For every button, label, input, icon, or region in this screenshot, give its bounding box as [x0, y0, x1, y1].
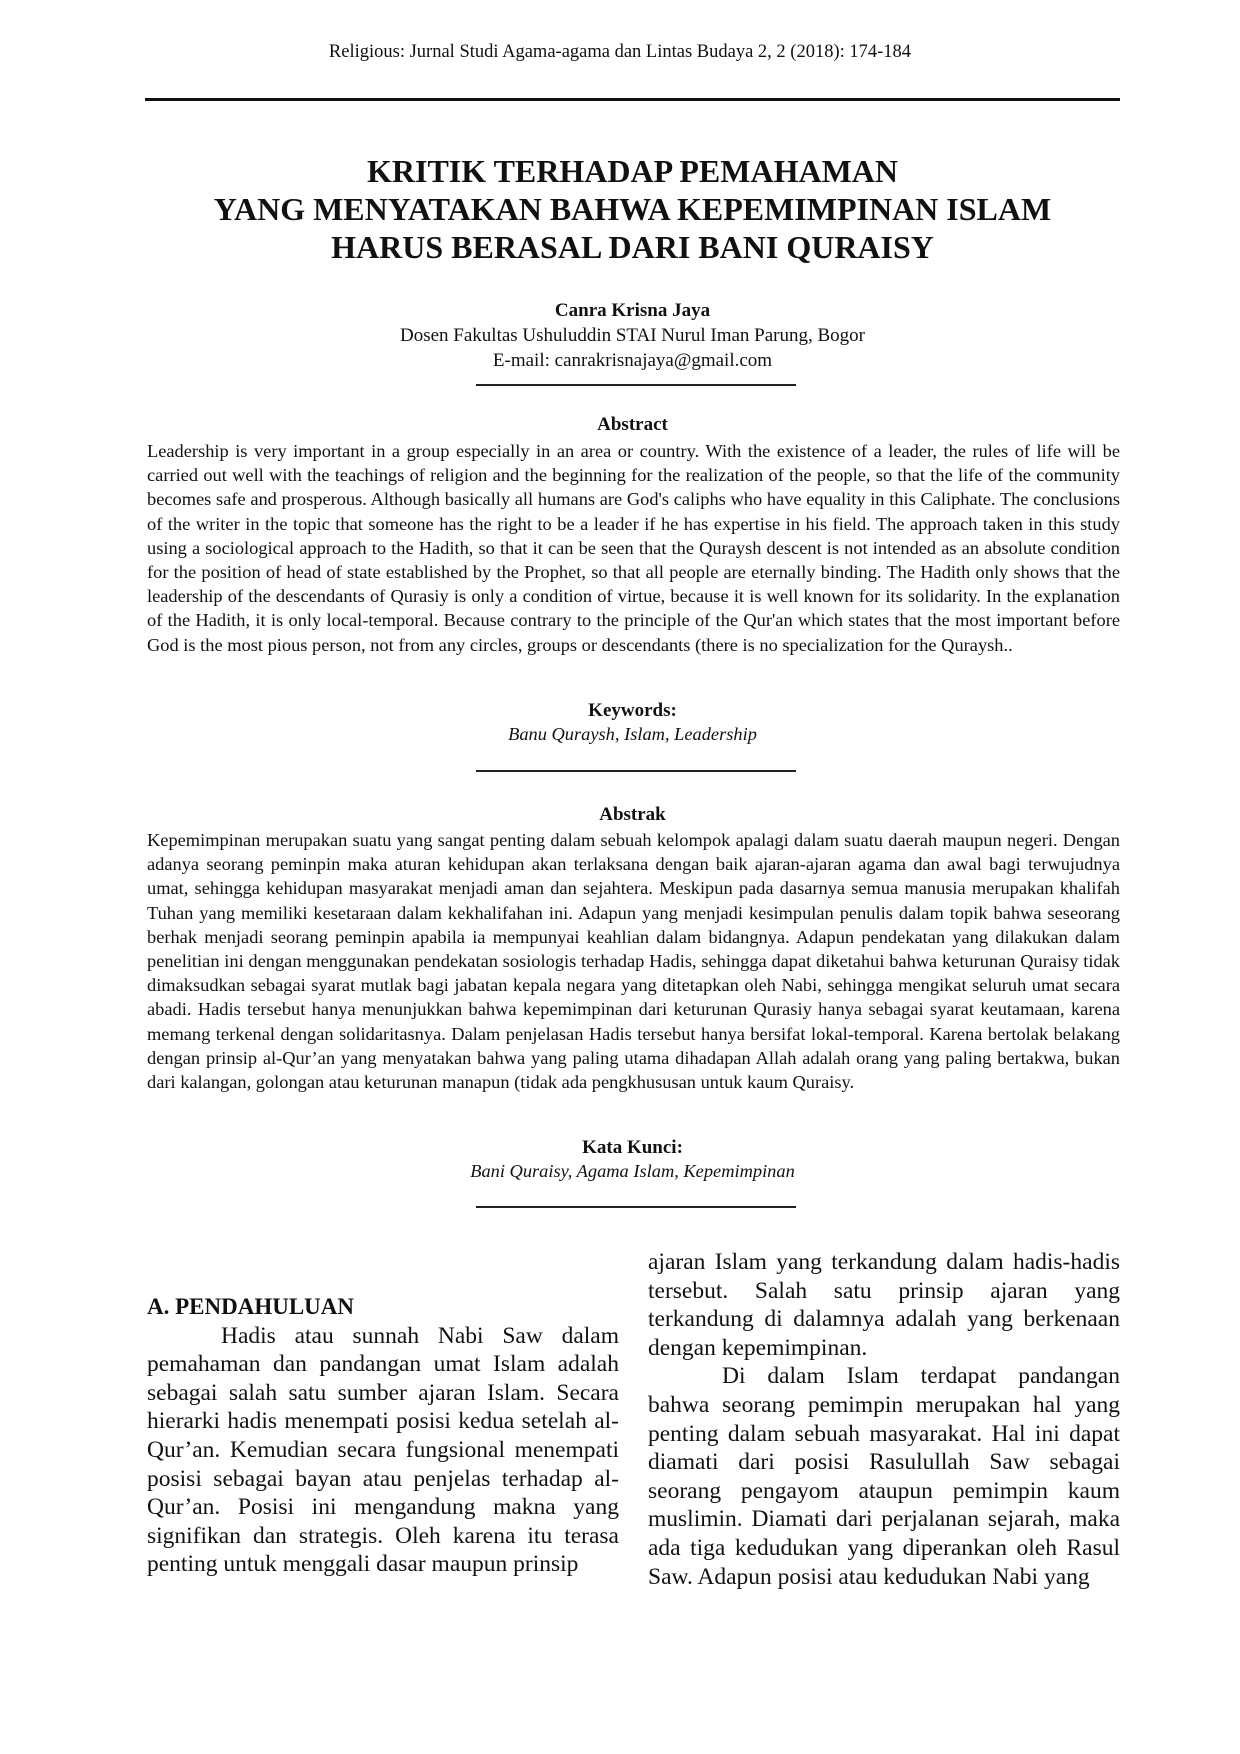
- abstrak-text: Kepemimpinan merupakan suatu yang sangat penting dalam sebuah kelompok apalagi dalam suatu daerah maupun negeri. Dengan adanya seorang peminpin maka aturan kehidupan akan terlaksana dengan baik ajaran-ajaran agama dan awal bagi terwujudnya umat, sehingga kehidupan masyarakat menjadi aman dan sejahtera. Meskipun pada dasarnya semua manusia merupakan khalifah Tuhan yang memiliki kesetaraan dalam kekhalifahan ini. Adapun yang menjadi kesimpulan penulis dalam topik bahwa seseorang berhak menjadi seorang peminpin apabila ia mempunyai keahlian dalam bidangnya. Adapun pendekatan yang dilakukan dalam penelitian ini dengan menggunakan pendekatan sosiologis terhadap Hadis, sehingga dapat diketahui bahwa keturunan Quraisy tidak dimaksudkan sebagai syarat mutlak bagi jabatan kepala negara yang ditetapkan oleh Nabi, sehingga mengikat seluruh umat secara abadi. Hadis tersebut hanya menunjukkan bahwa kepemimpinan dari keturunan Qurasiy hanya sebagai syarat keutamaan, karena memang terkenal dengan solidaritasnya. Dalam penjelasan Hadis tersebut hanya bersifat lokal-temporal. Karena bertolak belakang dengan prinsip al-Qur’an yang menyatakan bahwa yang paling utama dihadapan Allah adalah orang yang paling bertakwa, bukan dari kalangan, golongan atau keturunan manapun (tidak ada pengkhususan untuk kaum Quraisy.: [147, 830, 1120, 1093]
- title-line-3: HARUS BERASAL DARI BANI QURAISY: [331, 229, 934, 265]
- author-email: E-mail: canrakrisnajaya@gmail.com: [492, 350, 773, 371]
- body-left-column: [147, 1293, 619, 1579]
- separator-rule: [476, 1206, 796, 1208]
- body-paragraph: Hadis atau sunnah Nabi Saw dalam pemahaman dan pandangan umat Islam adalah sebagai salah satu sumber ajaran Islam. Secara hierarki hadis menempati posisi kedua setelah al-Qur’an. Kemudian secara fungsional menempati posisi sebagai bayan atau penjelas terhadap al-Qur’an. Posisi ini mengandung makna yang signifikan dan strategis. Oleh karena itu terasa penting untuk menggali dasar maupun prinsip: [147, 1322, 619, 1578]
- kata-kunci-heading: Kata Kunci:: [582, 1137, 683, 1158]
- author-name: Canra Krisna Jaya: [554, 300, 711, 321]
- title-line-2: YANG MENYATAKAN BAHWA KEPEMIMPINAN ISLAM: [213, 191, 1052, 227]
- abstrak-heading: Abstrak: [599, 804, 666, 825]
- section-heading: A. PENDAHULUAN: [147, 1294, 354, 1319]
- keywords-text: Banu Quraysh, Islam, Leadership: [508, 724, 757, 744]
- header-rule: [145, 98, 1120, 101]
- abstract-text: Leadership is very important in a group especially in an area or country. With the existence of a leader, the rules of life will be carried out well with the teachings of religion and the beginning for the realization of the people, so that the life of the community becomes safe and prosperous. Although basically all humans are God's caliphs who have equality in this Caliphate. The conclusions of the writer in the topic that someone has the right to be a leader if he has expertise in his field. The approach taken in this study using a sociological approach to the Hadith, so that it can be seen that the Quraysh descent is not intended as an absolute condition for the position of head of state established by the Prophet, so that all people are eternally binding. The Hadith only shows that the leadership of the descendants of Qurasiy is only a condition of virtue, because it is well known for its solidarity. In the explanation of the Hadith, it is only local-temporal. Because contrary to the principle of the Qur'an which states that the most important before God is the most pious person, not from any circles, groups or descendants (there is no specialization for the Quraysh..: [147, 441, 1120, 655]
- body-paragraph: ajaran Islam yang terkandung dalam hadis-hadis tersebut. Salah satu prinsip ajaran yang terkandung di dalamnya adalah yang berkenaan dengan kepemimpinan.: [648, 1249, 1120, 1361]
- separator-rule: [476, 770, 796, 772]
- running-head: Religious: Jurnal Studi Agama-agama dan Lintas Budaya 2, 2 (2018): 174-184: [328, 42, 912, 62]
- author-block: [145, 298, 1120, 373]
- author-affiliation: Dosen Fakultas Ushuluddin STAI Nurul Iman Parung, Bogor: [400, 325, 865, 346]
- abstract-heading: Abstract: [597, 414, 668, 435]
- article-title: [145, 152, 1120, 266]
- kata-kunci-text: Bani Quraisy, Agama Islam, Kepemimpinan: [470, 1161, 795, 1181]
- body-right-column: [648, 1248, 1120, 1591]
- separator-rule: [476, 384, 796, 386]
- keywords-heading: Keywords:: [588, 700, 677, 721]
- title-line-1: KRITIK TERHADAP PEMAHAMAN: [367, 153, 898, 189]
- body-paragraph: Di dalam Islam terdapat pandangan bahwa seorang pemimpin merupakan hal yang penting dalam sebuah masyarakat. Hal ini dapat diamati dari posisi Rasulullah Saw sebagai seorang pengayom ataupun pemimpin kaum muslimin. Diamati dari perjalanan sejarah, maka ada tiga kedudukan yang diperankan oleh Rasul Saw. Adapun posisi atau kedudukan Nabi yang: [648, 1363, 1120, 1590]
